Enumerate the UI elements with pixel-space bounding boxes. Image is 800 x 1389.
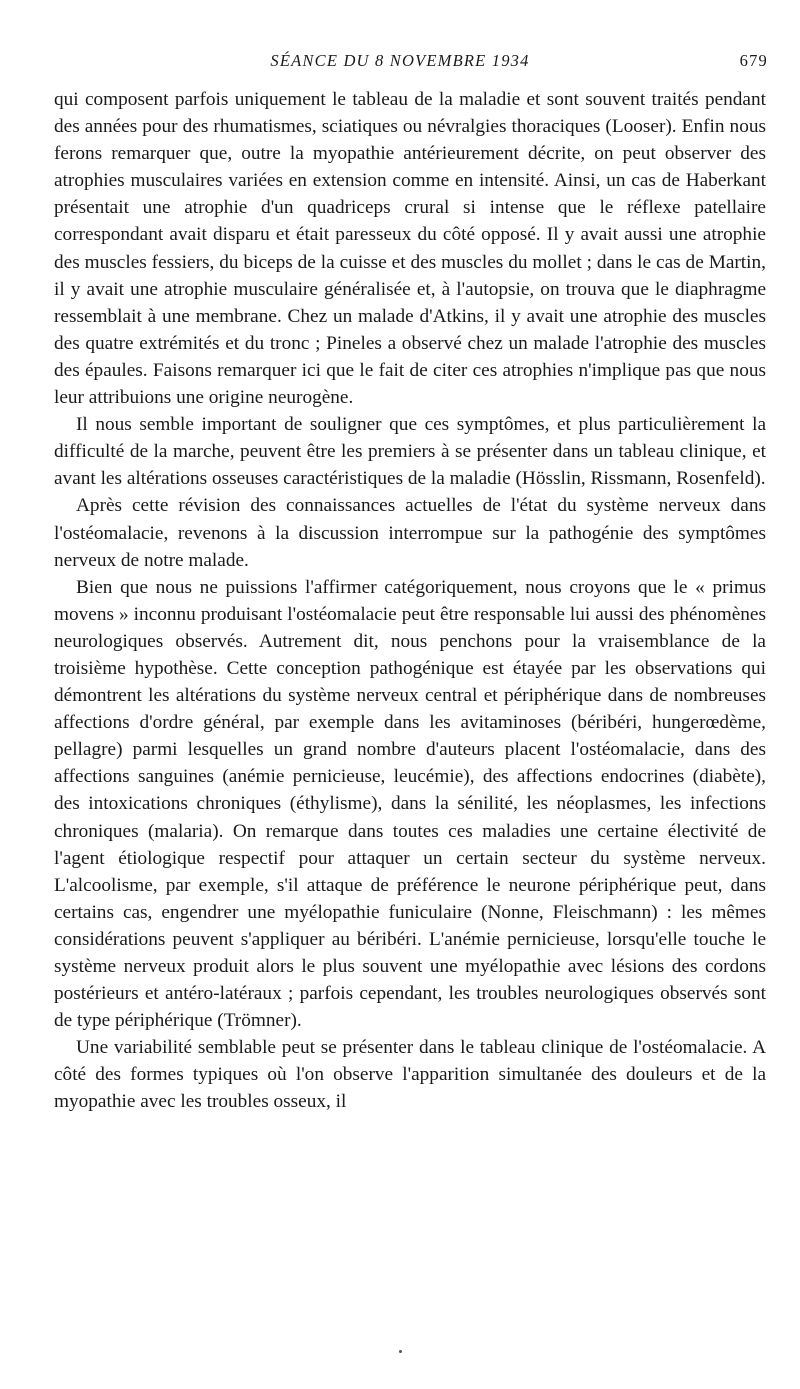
paragraph: qui composent parfois uniquement le tableau de la maladie et sont souvent traités pendant des années pour des rhumatismes, sciatiques ou névralgies thoraciques (Looser). Enfin nous ferons remarquer que, outre la myopathie antérieurement décrite, on peut observer des atrophies musculaires variées en extension comme en intensité. Ainsi, un cas de Haberkant présentait une atrophie d'un quadriceps crural si intense que le réflexe patellaire correspondant avait disparu et était paresseux du côté opposé. Il y avait aussi une atrophie des muscles fessiers, du biceps de la cuisse et des muscles du mollet ; dans le cas de Martin, il y avait une atrophie musculaire généralisée et, à l'autopsie, on trouva que le diaphragme ressemblait à une membrane. Chez un malade d'Atkins, il y avait une atrophie des muscles des quatre extrémités et du tronc ; Pineles a observé chez un malade l'atrophie des muscles des épaules. Faisons remarquer ici que le fait de citer ces atrophies n'implique pas que nous leur attribuions une origine neurogène. bbox=[54, 89, 766, 409]
running-header bbox=[0, 51, 800, 73]
print-speck bbox=[399, 1350, 402, 1353]
paragraph: Une variabilité semblable peut se présenter dans le tableau clinique de l'ostéomalacie. A côté des formes typiques où l'on observe l'apparition simultanée des douleurs et de la myopathie avec les troubles osseux, il bbox=[54, 1037, 766, 1113]
paragraph: Après cette révision des connaissances actuelles de l'état du système nerveux dans l'ostéomalacie, revenons à la discussion interrompue sur la pathogénie des symptômes nerveux de notre malade. bbox=[54, 495, 766, 571]
body-text bbox=[54, 86, 766, 1116]
running-title: SÉANCE DU 8 NOVEMBRE 1934 bbox=[270, 51, 530, 70]
paragraph: Bien que nous ne puissions l'affirmer catégoriquement, nous croyons que le « primus movens » inconnu produisant l'ostéomalacie peut être responsable lui aussi des phénomènes neurologiques observés. Autrement dit, nous penchons pour la vraisemblance de la troisième hypothèse. Cette conception pathogénique est étayée par les observations qui démontrent les altérations du système nerveux central et périphérique dans de nombreuses affections d'ordre général, par exemple dans les avitaminoses (béribéri, hungerœdème, pellagre) parmi lesquelles un grand nombre d'auteurs placent l'ostéomalacie, dans des affections sanguines (anémie pernicieuse, leucémie), des affections endocrines (diabète), des intoxications chroniques (éthylisme), dans la sénilité, les néoplasmes, les infections chroniques (malaria). On remarque dans toutes ces maladies une certaine électivité de l'agent étiologique respectif pour attaquer un certain secteur du système nerveux. L'alcoolisme, par exemple, s'il attaque de préférence le neurone périphérique peut, dans certains cas, engendrer une myélopathie funiculaire (Nonne, Fleischmann) : les mêmes considérations peuvent s'appliquer au béribéri. L'anémie pernicieuse, lorsqu'elle touche le système nerveux produit alors le plus souvent une myélopathie avec lésions des cordons postérieurs et antéro-latéraux ; parfois cependant, les troubles neurologiques observés sont de type périphérique (Trömner). bbox=[54, 576, 766, 1032]
page-number: 679 bbox=[739, 51, 768, 70]
paragraph: Il nous semble important de souligner que ces symptômes, et plus particulièrement la difficulté de la marche, peuvent être les premiers à se présenter dans un tableau clinique, et avant les altérations osseuses caractéristiques de la maladie (Hösslin, Rissmann, Rosenfeld). bbox=[54, 414, 766, 490]
